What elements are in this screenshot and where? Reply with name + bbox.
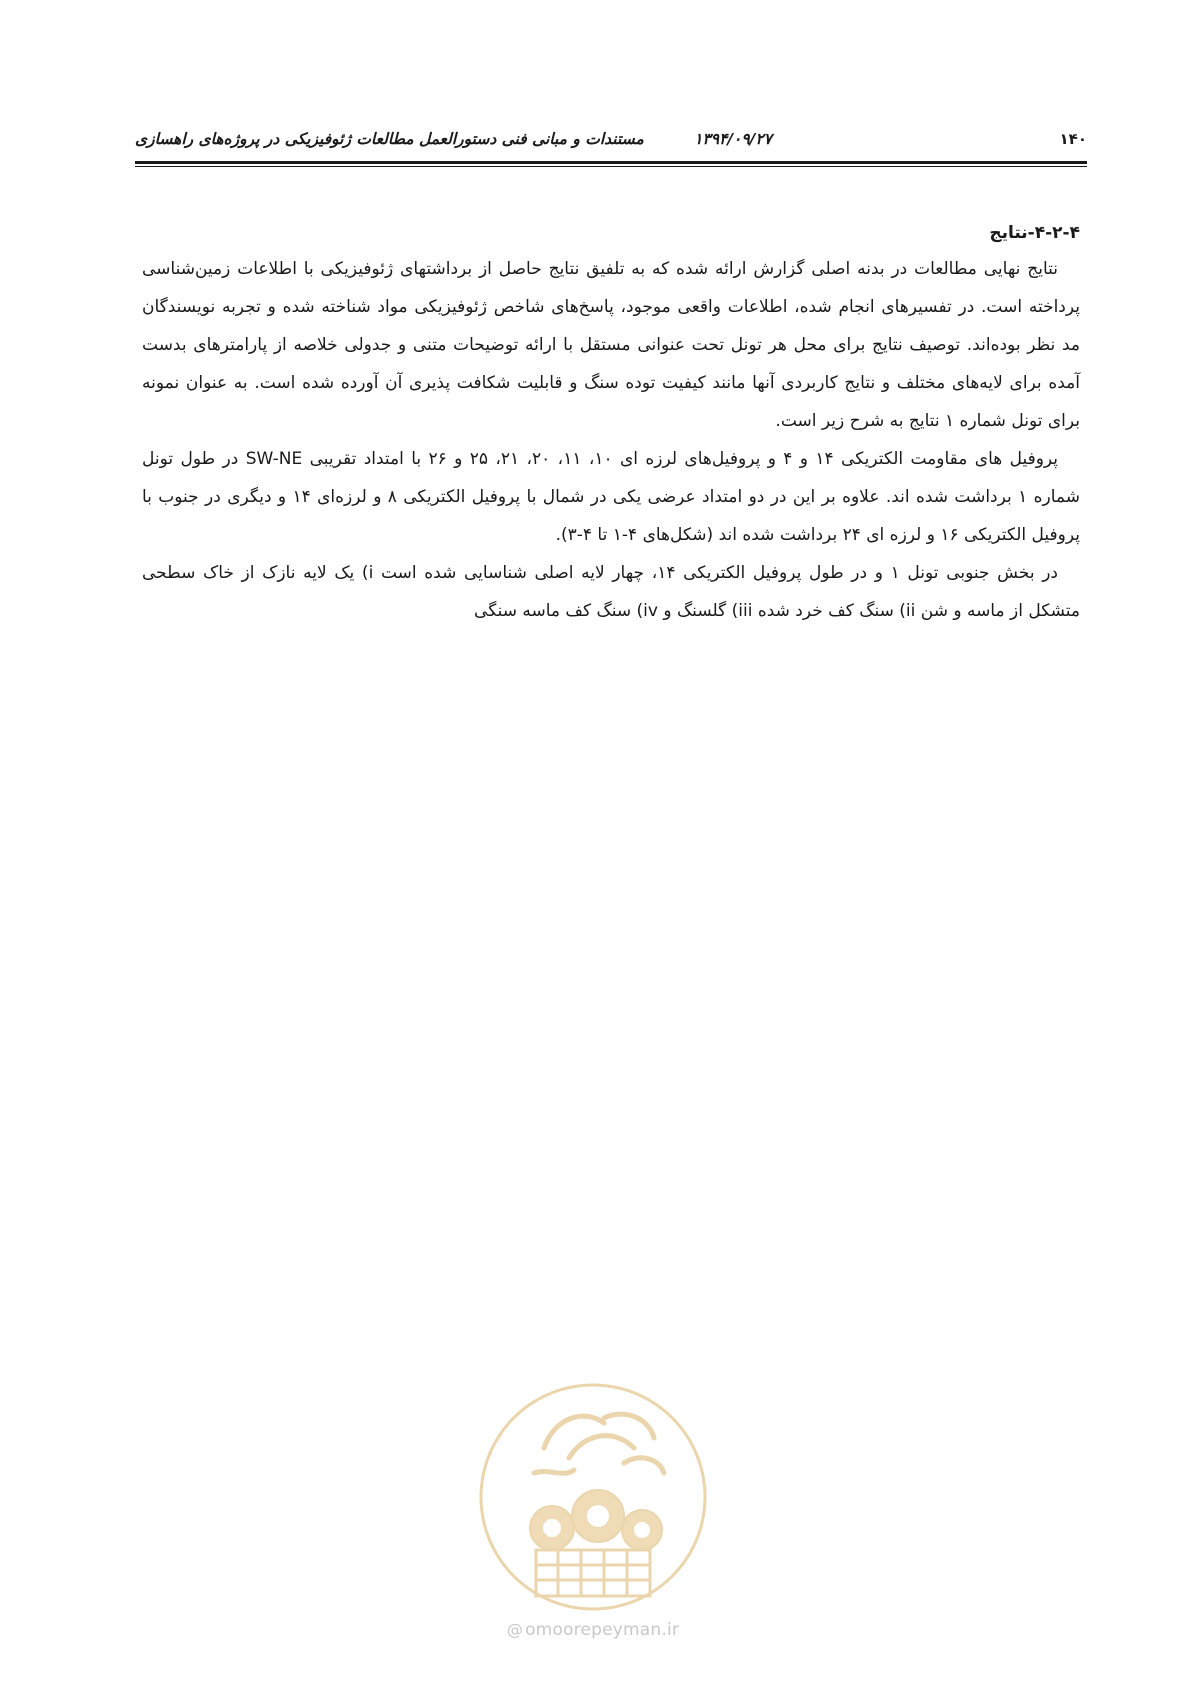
page-number: ۱۴۰ [1059, 130, 1087, 148]
paragraph: پروفیل های مقاومت الکتریکی ۱۴ و ۴ و پروفیل‌های لرزه ای ۱۰، ۱۱، ۲۰، ۲۱، ۲۵ و ۲۶ با امتداد تقریبی SW-NE در طول تونل شماره ۱ برداشت شده اند. علاوه بر این در دو امتداد عرضی یکی در شمال با پروفیل الکتریکی ۸ و لرزه‌ای ۱۴ و دیگری در جنوب با پروفیل الکتریکی ۱۶ و لرزه ای ۲۴ برداشت شده اند (شکل‌های ۴-۱ تا ۴-۳). [142, 449, 1080, 545]
header-rule-thin [135, 166, 1087, 167]
paragraph: در بخش جنوبی تونل ۱ و در طول پروفیل الکتریکی ۱۴، چهار لایه اصلی شناسایی شده است i) یک لایه نازک از خاک سطحی متشکل از ماسه و شن ii) سنگ کف خرد شده iii) گلسنگ و iv) سنگ کف ماسه سنگی [142, 563, 1080, 621]
header-title: مستندات و مبانی فنی دستورالعمل مطالعات ژئوفیزیکی در پروژه‌های راهسازی [135, 130, 644, 148]
paragraph: نتایج نهایی مطالعات در بدنه اصلی گزارش ارائه شده که به تلفیق نتایج حاصل از برداشتهای ژئوفیزیکی با اطلاعات زمین‌شناسی پرداخته است. در تفسیرهای انجام شده، اطلاعات واقعی موجود، پاسخ‌های شاخص ژئوفیزیکی مواد شناخته شده و تجربه نویسندگان مد نظر بوده‌اند. توصیف نتایج برای محل هر تونل تحت عنوانی مستقل با ارائه توضیحات متنی و جدولی خلاصه از پارامترهای بدست آمده برای لایه‌های مختلف و نتایج کاربردی آنها مانند کیفیت توده سنگ و قابلیت شکافت پذیری آن آورده شده است. به عنوان نمونه برای تونل شماره ۱ نتایج به شرح زیر است. [142, 259, 1080, 431]
header-rule-thick [135, 161, 1087, 164]
watermark-caption [474, 1620, 712, 1640]
section-heading: ۴-۲-۴-نتایج [989, 223, 1080, 243]
header-date: ۱۳۹۴/۰۹/۲۷ [694, 130, 772, 148]
section-body [142, 218, 1080, 630]
watermark-logo-icon [474, 1378, 712, 1616]
watermark-url: omoorepeyman.ir [525, 1620, 680, 1640]
running-header [135, 126, 1087, 156]
at-sign-icon: @ [506, 1620, 524, 1639]
